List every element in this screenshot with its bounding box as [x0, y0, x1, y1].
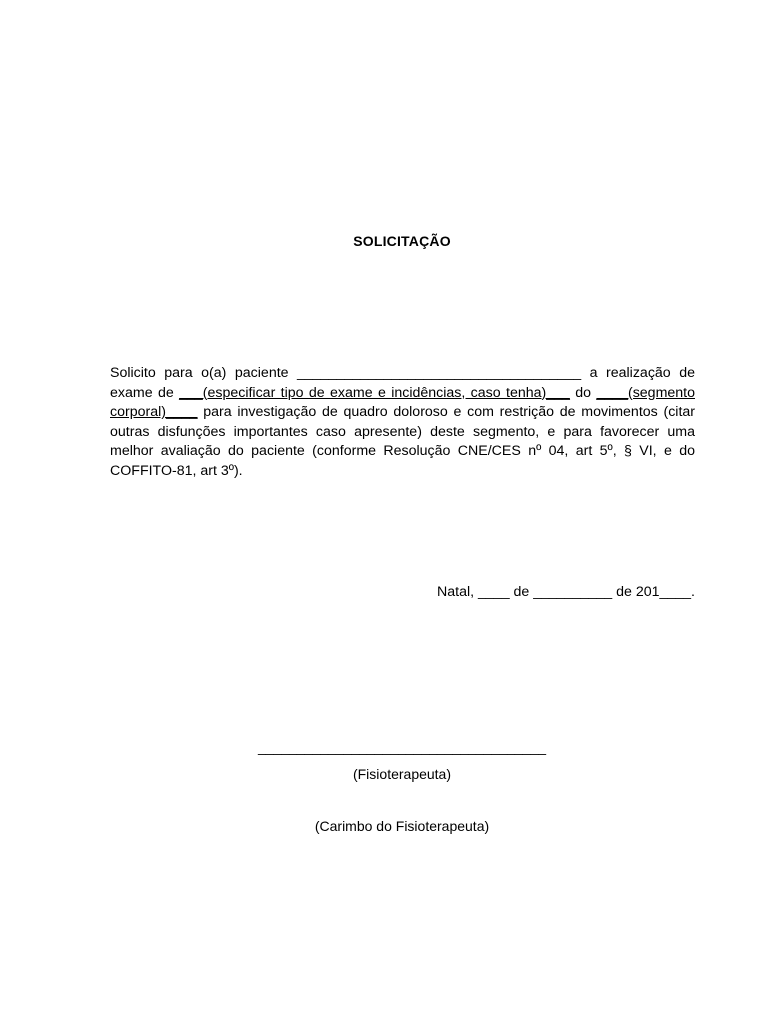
stamp-label: (Carimbo do Fisioterapeuta) — [314, 818, 490, 834]
place-date-line: Natal, ____ de __________ de 201____. — [437, 584, 695, 600]
request-paragraph — [110, 364, 695, 482]
paragraph-text-part-2: do — [569, 384, 597, 401]
body-segment-blank: ____(segmento corporal)____ — [110, 384, 695, 421]
document-title: SOLICITAÇÃO — [353, 233, 451, 249]
signature-label: (Fisioterapeuta) — [352, 766, 452, 782]
signature-line: _____________________________________ — [257, 739, 547, 755]
paragraph-text-part-1: Solicito para o(a) paciente ____________________________________ a realização de exame de — [110, 365, 695, 401]
exam-type-blank: ___(especificar tipo de exame e incidências, caso tenha)___ — [179, 384, 570, 401]
paragraph-text-part-3: para investigação de quadro doloroso e com restrição de movimentos (citar outras disfunções importantes caso apresente) deste segmento, e para favorecer uma melhor avaliação do paciente (conforme Resolução CNE/CES nº 04, art 5º, § VI, e do COFFITO-81, art 3º). — [110, 404, 695, 479]
